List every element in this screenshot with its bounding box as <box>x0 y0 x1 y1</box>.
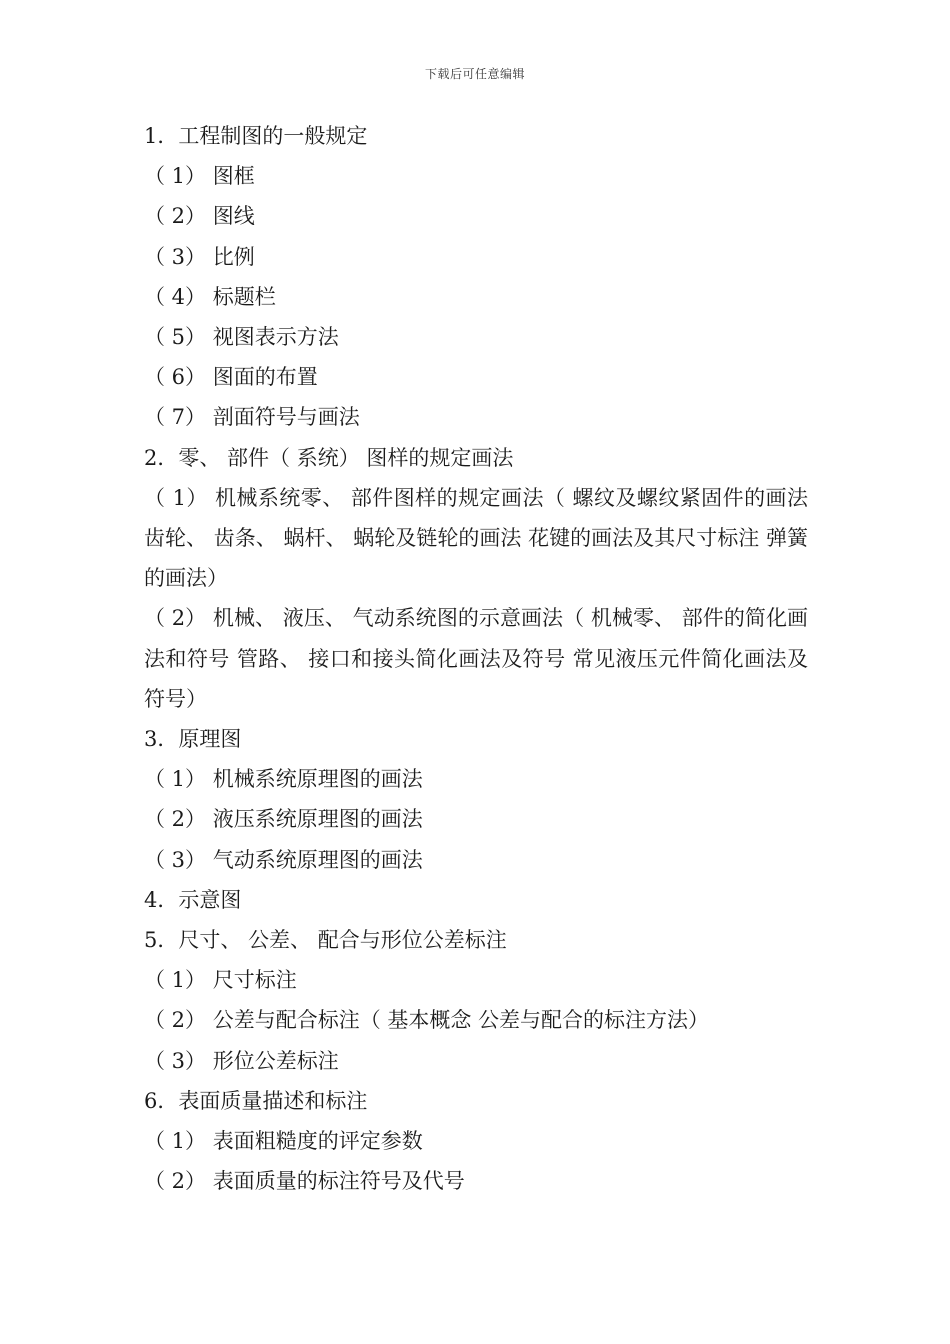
list-item: （ 2） 图线 <box>144 204 255 229</box>
list-item: （ 3） 形位公差标注 <box>144 1048 339 1073</box>
list-item: （ 7） 剖面符号与画法 <box>144 405 360 430</box>
section-heading: 1．工程制图的一般规定 <box>144 124 368 148</box>
list-item: （ 1） 表面粗糙度的评定参数 <box>144 1129 423 1154</box>
list-item: （ 4） 标题栏 <box>144 284 276 309</box>
list-item: （ 1） 尺寸标注 <box>144 968 297 993</box>
section-heading: 3．原理图 <box>144 727 242 752</box>
page-header-note: 下载后可任意编辑 <box>424 67 525 81</box>
list-item: （ 1） 机械系统原理图的画法 <box>144 767 423 792</box>
list-item: （ 2） 液压系统原理图的画法 <box>144 807 423 832</box>
document-body <box>144 116 815 1201</box>
list-item: （ 2） 表面质量的标注符号及代号 <box>144 1169 465 1194</box>
list-item: （ 5） 视图表示方法 <box>144 325 339 350</box>
list-item: （ 1） 机械系统零、 部件图样的规定画法（ 螺纹及螺纹紧固件的画法 齿轮、 齿条、 蜗杆、 蜗轮及链轮的画法 花键的画法及其尺寸标注 弹簧的画法） <box>144 485 815 591</box>
list-item: （ 2） 公差与配合标注（ 基本概念 公差与配合的标注方法） <box>144 1008 710 1033</box>
section-heading: 5．尺寸、 公差、 配合与形位公差标注 <box>144 928 507 953</box>
section-heading: 4．示意图 <box>144 887 242 912</box>
list-item: （ 3） 比例 <box>144 244 255 269</box>
list-item: （ 2） 机械、 液压、 气动系统图的示意画法（ 机械零、 部件的简化画法和符号 管路、 接口和接头简化画法及符号 常见液压元件简化画法及符号） <box>144 606 808 711</box>
section-heading: 6．表面质量描述和标注 <box>144 1088 368 1113</box>
list-item: （ 3） 气动系统原理图的画法 <box>144 847 423 872</box>
list-item: （ 6） 图面的布置 <box>144 365 318 390</box>
section-heading: 2．零、 部件（ 系统） 图样的规定画法 <box>144 445 514 470</box>
list-item: （ 1） 图框 <box>144 164 255 189</box>
